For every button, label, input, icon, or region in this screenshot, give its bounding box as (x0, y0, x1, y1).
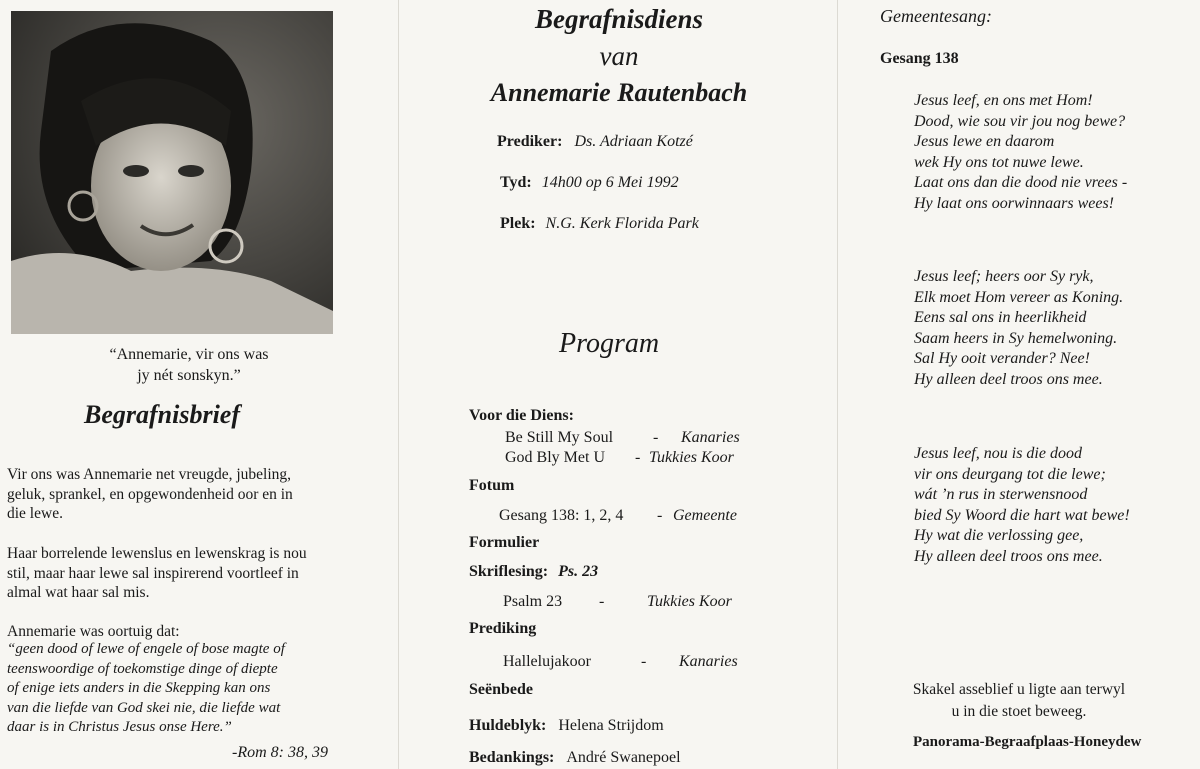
performer-tukkies-koor: Tukkies Koor (647, 593, 732, 610)
scripture-quote-line: daar is in Christus Jesus onse Here.” (7, 719, 232, 735)
song-gesang: Gesang 138: 1, 2, 4 (499, 507, 624, 524)
right-panel (838, 0, 1200, 769)
hymn-verse-1: Jesus leef, en ons met Hom! Dood, wie sou vir jou nog bewe? Jesus lewe en daarom wek Hy ons tot nuwe lewe. Laat ons dan die dood nie vrees - Hy laat ons oorwinnaars wees! (914, 92, 1128, 212)
quote-line-1: “Annemarie, vir ons was (109, 346, 269, 363)
preacher-label: Prediker: (497, 133, 563, 150)
thanks-label: Bedankings: (469, 749, 555, 766)
dash: - (635, 449, 641, 466)
cemetery-name: Panorama-Begraafplaas-Honeydew (913, 734, 1142, 750)
paragraph-1-line: Vir ons was Annemarie net vreugde, jubeling, (7, 466, 292, 483)
reading-label: Skriflesing: (469, 563, 549, 580)
reading-row (469, 563, 598, 581)
quote-line-2: jy nét sonskyn.” (137, 367, 241, 384)
paragraph-1-line: geluk, sprankel, en opgewondenheid oor en in (7, 485, 293, 503)
fotum-label: Fotum (469, 477, 515, 494)
blessing-label: Seënbede (469, 681, 533, 698)
paragraph-3-intro: Annemarie was oortuig dat: (7, 623, 180, 640)
formulier-label: Formulier (469, 534, 540, 551)
time-value: 14h00 op 6 Mei 1992 (541, 174, 679, 191)
paragraph-2-line: Haar borrelende lewenslus en lewenskrag is nou (7, 545, 307, 562)
note-line-2: u in die stoet beweeg. (951, 703, 1087, 720)
hymn-verse-2: Jesus leef; heers oor Sy ryk, Elk moet Hom vereer as Koning. Eens sal ons in heerlikheid Saam heers in Sy hemelwoning. Sal Hy ooit verander? Nee! Hy alleen deel troos ons mee. (914, 268, 1124, 388)
service-title: Begrafnisdiens (534, 4, 704, 34)
paragraph-1-line: die lewe. (7, 505, 63, 522)
tribute-row (469, 717, 664, 735)
performer-kanaries: Kanaries (681, 429, 740, 446)
scripture-quote-line: teenswoordige of toekomstige dinge of diepte (7, 660, 278, 677)
reading-value: Ps. 23 (558, 563, 599, 580)
tribute-label: Huldeblyk: (469, 717, 547, 734)
place-label: Plek: (500, 215, 536, 232)
dash: - (657, 507, 663, 524)
before-service-label: Voor die Diens: (469, 407, 574, 424)
preacher-row (497, 133, 693, 151)
scripture-quote (7, 640, 352, 738)
program-title: Program (559, 328, 660, 359)
scripture-quote-line: of enige iets anders in die Skepping kan ons (7, 680, 271, 696)
congregation-heading: Gemeentesang: (880, 6, 992, 26)
thanks-row (469, 749, 681, 767)
dash: - (653, 429, 659, 446)
scripture-quote-line: van die liefde van God skei nie, die liefde wat (7, 699, 281, 716)
performer-kanaries: Kanaries (679, 653, 738, 670)
left-panel (0, 0, 398, 769)
performer-gemeente: Gemeente (673, 507, 737, 524)
hymn-title: Gesang 138 (880, 50, 959, 67)
time-row (500, 174, 679, 192)
dash: - (599, 593, 605, 610)
place-row (500, 215, 699, 233)
performer-tukkies-koor: Tukkies Koor (649, 449, 734, 466)
scripture-quote-line: “geen dood of lewe of engele of bose magte of (7, 641, 285, 657)
song-psalm: Psalm 23 (503, 593, 563, 610)
paragraph-2 (7, 544, 347, 603)
middle-panel (398, 0, 838, 769)
time-label: Tyd: (500, 174, 532, 191)
service-title-van: van (599, 41, 639, 71)
paragraph-2-line: stil, maar haar lewe sal inspirerend voortleef in (7, 564, 299, 582)
paragraph-2-line: almal wat haar sal mis. (7, 584, 150, 601)
note-line-1: Skakel asseblief u ligte aan terwyl (912, 681, 1126, 698)
thanks-value: André Swanepoel (566, 749, 681, 766)
tribute-value: Helena Strijdom (558, 717, 664, 734)
place-value: N.G. Kerk Florida Park (545, 215, 699, 232)
song-hallelujakoor: Hallelujakoor (503, 653, 591, 670)
dash: - (641, 653, 647, 670)
song-god-bly: God Bly Met U (505, 449, 605, 466)
sermon-label: Prediking (469, 620, 537, 637)
portrait-photo (11, 11, 333, 334)
hymn-verse-3: Jesus leef, nou is die dood vir ons deurgang tot die lewe; wát ’n rus in sterwensnood bied Sy Woord die hart wat bewe! Hy wat die verlossing gee, Hy alleen deel troos ons mee. (914, 445, 1130, 565)
deceased-name: Annemarie Rautenbach (490, 78, 748, 107)
song-be-still: Be Still My Soul (505, 429, 614, 446)
letter-heading: Begrafnisbrief (84, 400, 240, 429)
paragraph-1 (7, 465, 347, 524)
scripture-reference: -Rom 8: 38, 39 (232, 744, 328, 761)
preacher-value: Ds. Adriaan Kotzé (574, 133, 693, 150)
